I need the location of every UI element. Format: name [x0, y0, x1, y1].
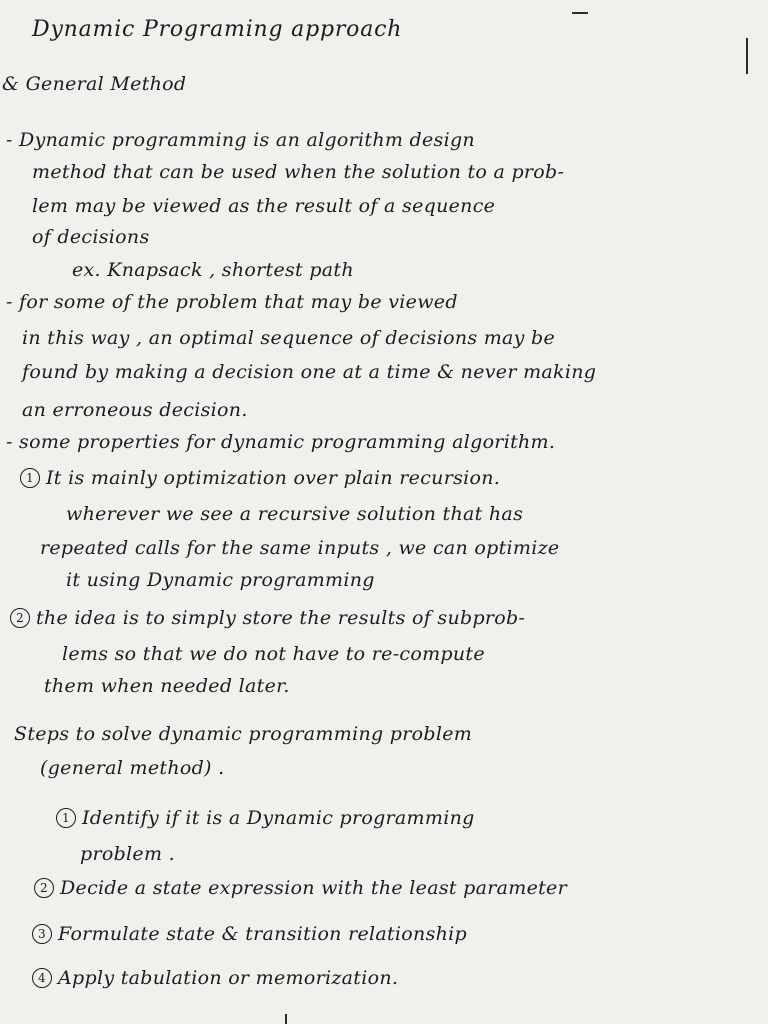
step-3-line: [32, 922, 467, 946]
steps-heading-line-2: (general method) .: [40, 757, 225, 779]
property-1-line-3: repeated calls for the same inputs , we can optimize: [40, 537, 560, 559]
right-margin-line: [746, 38, 748, 74]
circled-number-3-icon: 3: [32, 924, 52, 944]
property-2-line-2: lems so that we do not have to re-compute: [62, 643, 485, 665]
optimal-line-4: an erroneous decision.: [22, 399, 248, 421]
steps-heading-line-1: Steps to solve dynamic programming problem: [14, 723, 473, 745]
step-1-text: Identify if it is a Dynamic programming: [82, 807, 475, 829]
step-1-line-2: problem .: [80, 843, 175, 865]
property-2-text: the idea is to simply store the results of subprob-: [36, 607, 526, 629]
step-4-line: [32, 966, 398, 990]
optimal-line-3: found by making a decision one at a time & never making: [22, 361, 597, 383]
step-3-text: Formulate state & transition relationship: [58, 923, 468, 945]
circled-number-2-icon: 2: [10, 608, 30, 628]
property-1-line-4: it using Dynamic programming: [66, 569, 375, 591]
examples-line: ex. Knapsack , shortest path: [72, 259, 354, 281]
definition-line-4: of decisions: [32, 226, 150, 248]
step-4-text: Apply tabulation or memorization.: [58, 967, 399, 989]
section-heading: [2, 72, 186, 96]
property-2-line-3: them when needed later.: [44, 675, 290, 697]
property-1-line-2: wherever we see a recursive solution that has: [66, 503, 524, 525]
definition-line-2: method that can be used when the solution to a prob-: [32, 161, 565, 183]
circled-number-2-step-icon: 2: [34, 878, 54, 898]
property-1-text: It is mainly optimization over plain recursion.: [46, 467, 501, 489]
bullet-star-icon: &: [2, 73, 26, 95]
section-heading-text: General Method: [25, 73, 187, 95]
step-1-line-1: [56, 806, 475, 830]
definition-line-3: lem may be viewed as the result of a sequence: [32, 195, 496, 217]
properties-heading: - some properties for dynamic programming algorithm.: [6, 431, 556, 453]
property-1-line-1: [20, 466, 500, 490]
page-title: Dynamic Programing approach: [32, 17, 403, 42]
top-margin-mark: [572, 12, 588, 14]
optimal-line-1: - for some of the problem that may be viewed: [6, 291, 458, 313]
circled-number-1-step-icon: 1: [56, 808, 76, 828]
bottom-margin-mark: [285, 1014, 287, 1024]
circled-number-4-icon: 4: [32, 968, 52, 988]
circled-number-1-icon: 1: [20, 468, 40, 488]
optimal-line-2: in this way , an optimal sequence of decisions may be: [22, 327, 556, 349]
property-2-line-1: [10, 606, 525, 630]
definition-line-1: - Dynamic programming is an algorithm design: [6, 129, 475, 151]
step-2-text: Decide a state expression with the least parameter: [60, 877, 567, 899]
step-2-line: [34, 876, 567, 900]
